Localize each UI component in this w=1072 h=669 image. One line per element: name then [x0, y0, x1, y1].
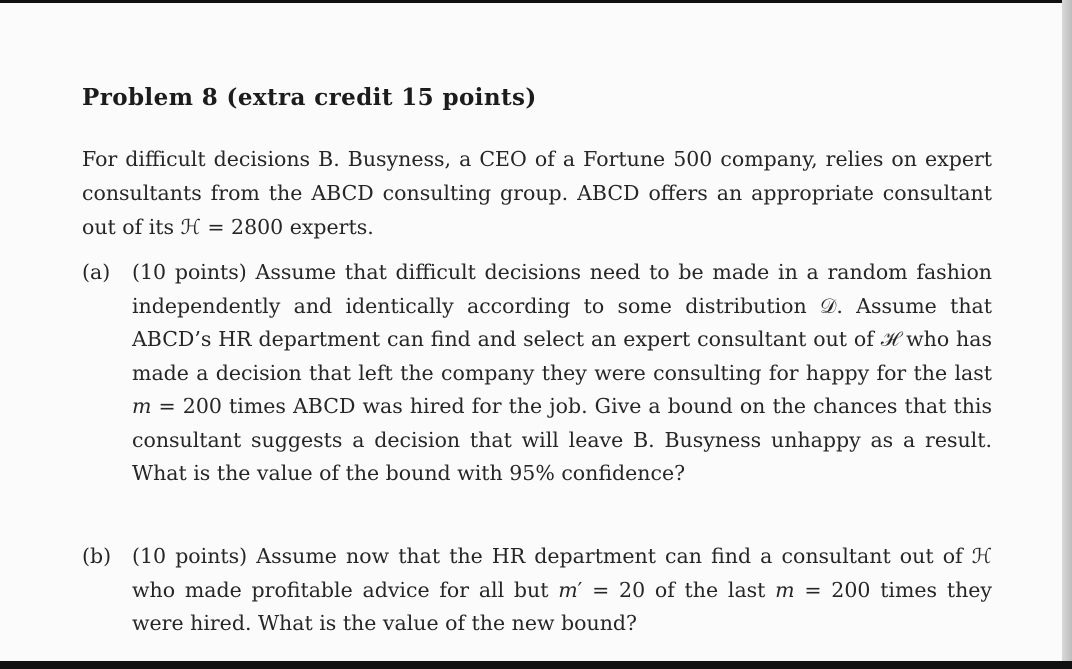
part-b-label: (b)	[82, 544, 112, 568]
part-b-text: (10 points) Assume now that the HR department can find a consultant out of ℋ who made profitable advice for all but 𝑚′ = 20 of the last 𝑚 = 200 times they were hired. What is the value of the new bound?	[132, 544, 992, 635]
part-a-text: (10 points) Assume that difficult decisions need to be made in a random fashion independently and identically according to some distribution 𝒟. Assume that ABCD’s HR department can find and select an expert consultant out of ℋ who has made a decision that left the company they were consulting for happy for the last 𝑚 = 200 times ABCD was hired for the job. Give a bound on the chances that this consultant suggests a decision that will leave B. Busyness unhappy as a result. What is the value of the bound with 95% confidence?	[132, 260, 992, 485]
part-a-label: (a)	[82, 260, 111, 284]
problem-title: Problem 8 (extra credit 15 points)	[82, 84, 537, 111]
problem-intro: For difficult decisions B. Busyness, a CEO of a Fortune 500 company, relies on expert consultants from the ABCD consulting group. ABCD offers an appropriate consultant out of its ℋ = 2800 experts.	[82, 147, 992, 239]
top-border	[0, 0, 1072, 3]
right-border	[1062, 0, 1072, 669]
bottom-border	[0, 661, 1072, 669]
